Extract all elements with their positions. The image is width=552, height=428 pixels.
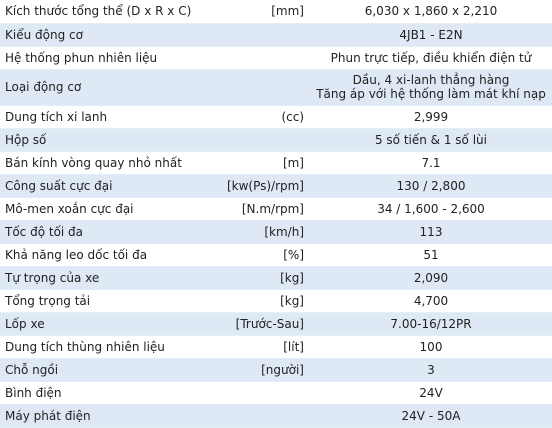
spec-unit: [người]	[200, 358, 310, 381]
table-row	[0, 358, 552, 381]
spec-value-multiline	[310, 69, 552, 105]
spec-unit: [m]	[200, 151, 310, 174]
spec-unit	[200, 128, 310, 151]
spec-unit	[200, 404, 310, 427]
table-row	[0, 243, 552, 266]
table-row	[0, 23, 552, 46]
spec-name: Lốp xe	[0, 312, 200, 335]
spec-name: Tổng trọng tải	[0, 289, 200, 312]
spec-unit: [kw(Ps)/rpm]	[200, 174, 310, 197]
spec-value: 100	[310, 335, 552, 358]
spec-name: Dung tích xi lanh	[0, 105, 200, 128]
spec-value: 6,030 x 1,860 x 2,210	[310, 0, 552, 23]
spec-name: Tự trọng của xe	[0, 266, 200, 289]
table-row	[0, 174, 552, 197]
spec-name: Dung tích thùng nhiên liệu	[0, 335, 200, 358]
spec-value: 2,999	[310, 105, 552, 128]
spec-unit	[200, 46, 310, 69]
spec-unit: [kg]	[200, 289, 310, 312]
spec-unit: [Trước-Sau]	[200, 312, 310, 335]
table-row	[0, 220, 552, 243]
spec-name: Kiểu động cơ	[0, 23, 200, 46]
spec-value: Phun trực tiếp, điều khiển điện tử	[310, 46, 552, 69]
spec-name: Hệ thống phun nhiên liệu	[0, 46, 200, 69]
spec-name: Hộp số	[0, 128, 200, 151]
table-row	[0, 381, 552, 404]
table-row	[0, 289, 552, 312]
spec-value: 7.1	[310, 151, 552, 174]
spec-unit: [%]	[200, 243, 310, 266]
spec-unit: (cc)	[200, 105, 310, 128]
spec-value: 5 số tiến & 1 số lùi	[310, 128, 552, 151]
spec-name: Công suất cực đại	[0, 174, 200, 197]
spec-value: 34 / 1,600 - 2,600	[310, 197, 552, 220]
spec-value: 4,700	[310, 289, 552, 312]
spec-value: 2,090	[310, 266, 552, 289]
spec-name: Khả năng leo dốc tối đa	[0, 243, 200, 266]
table-row	[0, 105, 552, 128]
spec-value: 51	[310, 243, 552, 266]
spec-value: 4JB1 - E2N	[310, 23, 552, 46]
table-row	[0, 266, 552, 289]
table-row	[0, 197, 552, 220]
spec-name: Loại động cơ	[0, 69, 200, 105]
spec-value: 3	[310, 358, 552, 381]
spec-unit: [mm]	[200, 0, 310, 23]
table-row	[0, 404, 552, 427]
spec-unit: [N.m/rpm]	[200, 197, 310, 220]
spec-unit	[200, 23, 310, 46]
spec-name: Kích thước tổng thể (D x R x C)	[0, 0, 200, 23]
spec-name: Bán kính vòng quay nhỏ nhất	[0, 151, 200, 174]
spec-name: Mô-men xoắn cực đại	[0, 197, 200, 220]
spec-name: Máy phát điện	[0, 404, 200, 427]
table-row	[0, 312, 552, 335]
spec-value: 24V	[310, 381, 552, 404]
spec-value: 130 / 2,800	[310, 174, 552, 197]
spec-name: Chỗ ngồi	[0, 358, 200, 381]
spec-unit: [lít]	[200, 335, 310, 358]
spec-name: Bình điện	[0, 381, 200, 404]
spec-unit: [kg]	[200, 266, 310, 289]
table-row	[0, 46, 552, 69]
table-row	[0, 128, 552, 151]
table-row	[0, 151, 552, 174]
table-row	[0, 335, 552, 358]
spec-unit	[200, 69, 310, 105]
spec-value-line-1: Dầu, 4 xi-lanh thẳng hàng	[352, 73, 510, 87]
table-row	[0, 0, 552, 23]
spec-name: Tốc độ tối đa	[0, 220, 200, 243]
spec-value-line-2: Tăng áp với hệ thống làm mát khí nạp	[316, 87, 546, 101]
table-row	[0, 69, 552, 105]
spec-value: 24V - 50A	[310, 404, 552, 427]
spec-unit	[200, 381, 310, 404]
spec-unit: [km/h]	[200, 220, 310, 243]
spec-value: 113	[310, 220, 552, 243]
spec-value: 7.00-16/12PR	[310, 312, 552, 335]
